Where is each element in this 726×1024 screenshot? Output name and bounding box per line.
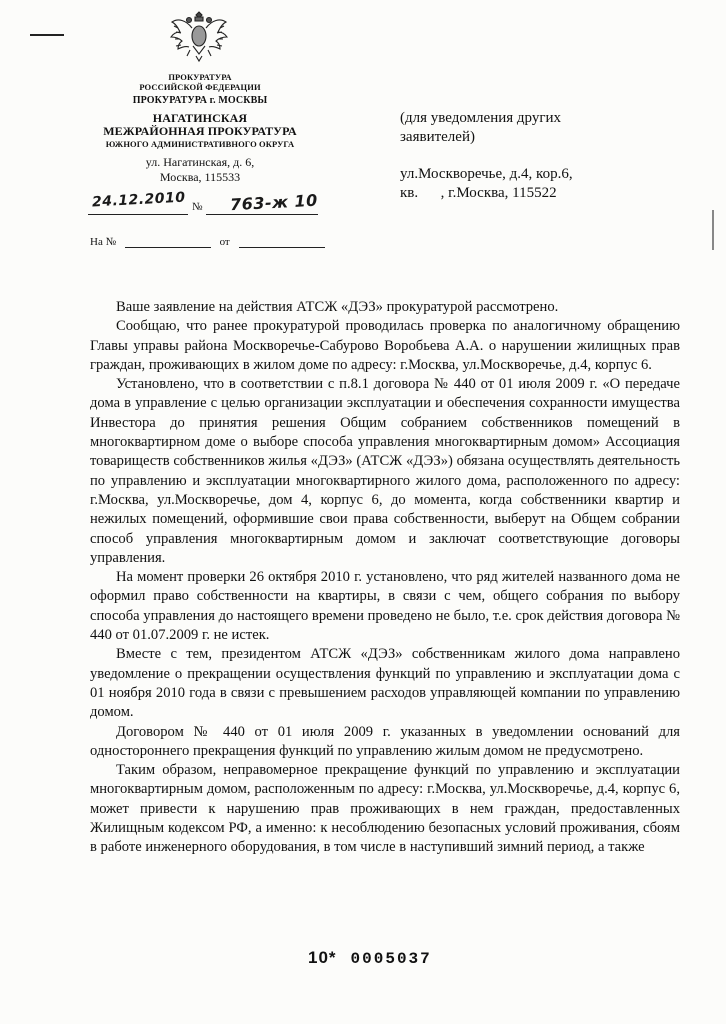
number-underline: [206, 214, 318, 215]
scan-edge-mark: [30, 34, 64, 36]
header-line-southern-district: ЮЖНОГО АДМИНИСТРАТИВНОГО ОКРУГА: [105, 139, 295, 149]
scan-edge-mark-right: [712, 210, 714, 250]
paragraph-2: Сообщаю, что ранее прокуратурой проводилась проверка по аналогичному обращению Главы управы района Москворечье-Сабурово Воробьева А.А. о нарушении жилищных прав граждан, проживающих в жилом доме по адресу: г.Москва, ул.Москворечье, д.4, корпус 6.: [90, 318, 680, 373]
paragraph-7: Таким образом, неправомерное прекращение функций по управлению и эксплуатации многоквартирным домом, расположенным по адресу: г.Москва, ул.Москворечье, д.4, корпус 6, может привести к нарушению прав проживающих в нем граждан, предоставленных Жилищным кодексом РФ, а именно: к несоблюдению безопасных условий проживания, сбоям в работе инженерного оборудования, в том числе в наступивший зимний период, а также: [90, 762, 680, 856]
reference-date-blank: [239, 237, 325, 248]
handwritten-number: 763-ж 10: [229, 190, 319, 215]
header-line-nagatinskaya: НАГАТИНСКАЯ: [152, 111, 248, 125]
reference-ot-label: от: [219, 236, 230, 248]
notice-other-applicants: (для уведомления других заявителей): [400, 110, 562, 145]
date-underline: [88, 214, 188, 215]
handwritten-date: 24.12.2010: [91, 189, 186, 211]
recipient-address: [400, 165, 700, 203]
reference-line: [90, 236, 325, 248]
header-line-prosecutor: ПРОКУРАТУРА: [168, 72, 232, 82]
recipient-address-line1: ул.Москворечье, д.4, кор.6,: [400, 166, 573, 182]
sender-address-city: Москва, 115533: [159, 170, 241, 184]
double-headed-eagle-emblem: [168, 6, 230, 64]
header-line-interdistrict: МЕЖРАЙОННАЯ ПРОКУРАТУРА: [103, 124, 297, 138]
paragraph-1: Ваше заявление на действия АТСЖ «ДЭЗ» прокуратурой рассмотрено.: [116, 299, 559, 315]
form-series: 10*: [308, 948, 337, 967]
form-serial-number: 0005037: [350, 950, 432, 968]
sender-address-street: ул. Нагатинская, д. 6,: [145, 155, 255, 169]
paragraph-3: Установлено, что в соответствии с п.8.1 договора № 440 от 01 июля 2009 г. «О передаче дома в управление с целью организации эксплуатации и обеспечения сохранности имущества Инвестора до принятия решения Общим собранием собственников помещений в многоквартирном доме о выборе способа управления многоквартирным домом» Ассоциация товариществ собственников жилья «ДЭЗ» (АТСЖ «ДЭЗ») обязана осуществлять деятельность по управлению и эксплуатации многоквартирного жилого дома, расположенного по адресу: г.Москва, ул.Москворечье, дом 4, корпус 6, до момента, когда собственники квартир и нежилых помещений, оформившие свои права собственности, выберут на Общем собрании способ управления многоквартирным домом и заключат соответствующие договоры управления.: [90, 376, 680, 566]
header-line-moscow-prosecutor: ПРОКУРАТУРА г. МОСКВЫ: [132, 95, 268, 106]
form-serial: [308, 948, 432, 968]
paragraph-4: На момент проверки 26 октября 2010 г. установлено, что ряд жителей названного дома не оформил право собственности на квартиры, в связи с чем, общего собрания по выбору способа управления до настоящего времени проведено не было, т.е. срок действия договора № 440 от 01.07.2009 г. не истек.: [90, 569, 680, 644]
number-label: №: [192, 201, 203, 213]
letter-body: [90, 298, 680, 858]
paragraph-5: Вместе с тем, президентом АТСЖ «ДЭЗ» собственникам жилого дома направлено уведомление о прекращении осуществления функций по управлению и эксплуатации дома с 01 ноября 2010 года в связи с превышением расходов управляющей компании по управлению домом.: [90, 646, 680, 721]
reference-na-label: На №: [90, 236, 117, 248]
reference-number-blank: [125, 237, 211, 248]
recipient-address-line2: кв. , г.Москва, 115522: [400, 185, 557, 201]
paragraph-6: Договором № 440 от 01 июля 2009 г. указанных в уведомлении оснований для одностороннего прекращения функций по управлению жилым домом не предусмотрено.: [90, 723, 680, 759]
header-line-russian-federation: РОССИЙСКОЙ ФЕДЕРАЦИИ: [139, 82, 261, 92]
